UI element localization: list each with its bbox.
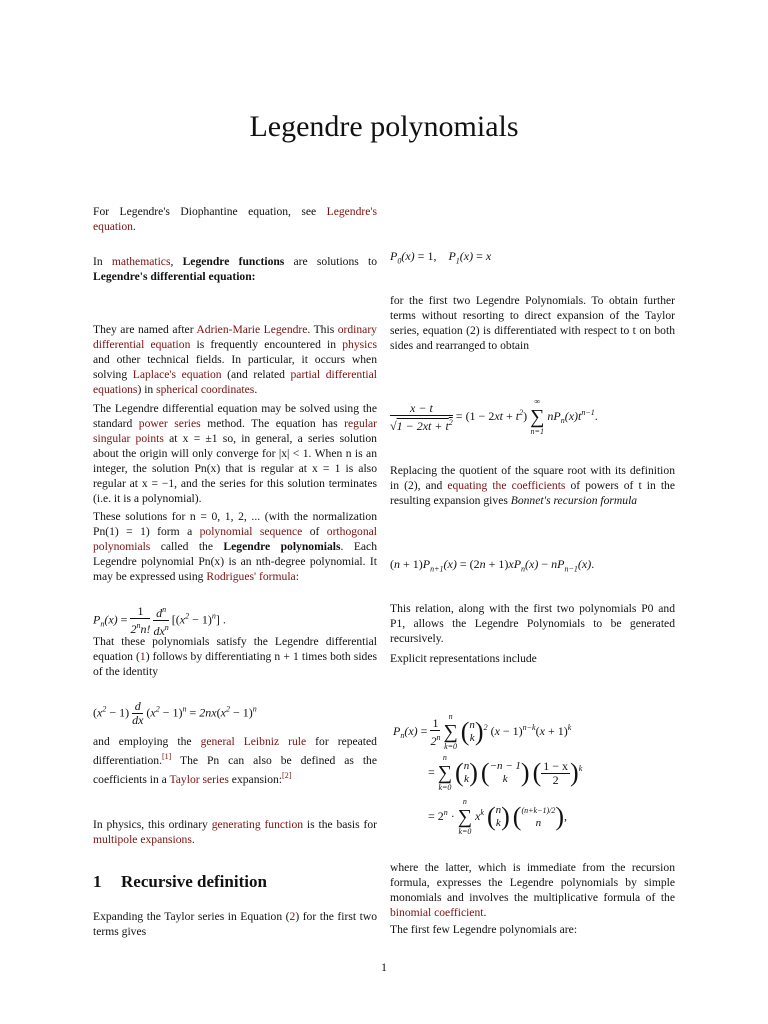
- leibniz-paragraph: and employing the general Leibniz rule for repeated differentiation.[1] The Pn can also be defined as the coefficients in a Taylor series expansion:[2]: [93, 735, 377, 786]
- intro-paragraph: In mathematics, Legendre functions are solutions to Legendre's differential equation:: [93, 255, 377, 283]
- page-title: Legendre polynomials: [249, 110, 519, 143]
- link-equating-the-coefficients[interactable]: equating the coefficients: [447, 479, 566, 492]
- explicit-formula-3: = $2^n$ · n ∑ k=0 $x^k$ ( n k ) ( (n+k−1)/2 n ),: [428, 797, 568, 836]
- link-mathematics[interactable]: mathematics: [111, 255, 171, 268]
- page-number: 1: [381, 960, 387, 974]
- physics-paragraph: In physics, this ordinary generating function is the basis for multipole expansions.: [93, 818, 378, 846]
- expanding-paragraph: Expanding the Taylor series in Equation (2) for the first two terms gives: [93, 910, 377, 938]
- link-regular-singular-points[interactable]: regular singular points: [93, 417, 377, 445]
- solutions-paragraph: These solutions for n = 0, 1, 2, ... (with the normalization Pn(1) = 1) form a polynomial sequence of orthogonal polynomials called the Legendre polynomials. Each Legendre polynomial Pn(x) is an nth-degree polynomial. It may be expressed using Rodrigues' formula:: [93, 510, 377, 583]
- link-binomial-coefficient[interactable]: binomial coefficient: [390, 906, 484, 919]
- link-generating-function[interactable]: generating function: [211, 818, 304, 831]
- link-equation-2[interactable]: 2: [289, 910, 296, 923]
- link-polynomial-sequence[interactable]: polynomial sequence: [199, 525, 303, 538]
- link-spherical-coordinates[interactable]: spherical coordinates: [156, 383, 255, 396]
- named-paragraph: They are named after Adrien-Marie Legendre. This ordinary differential equation is frequently encountered in physics and other technical fields. In particular, it occurs when solving Laplace's equation (and related partial differential equations) in spherical coordinates.: [93, 323, 377, 396]
- where-paragraph: where the latter, which is immediate from the recursion formula, expresses the Legendre polynomials by simple monomials and involves the multiplicative formula of the binomial coefficient.: [390, 861, 675, 919]
- rodrigues-formula: $P_n(x)$ = $\frac{1}{2^nn!}$ $\frac{d^n}{dx^n}$ $[(x^2 - 1)^n]$ .: [93, 604, 226, 638]
- link-general-leibniz-rule[interactable]: general Leibniz rule: [200, 735, 307, 748]
- link-multipole-expansions[interactable]: multipole expansions: [93, 833, 192, 846]
- link-legendres-equation[interactable]: Legendre's equation: [93, 205, 377, 233]
- section-heading: 1 Recursive definition: [93, 872, 267, 891]
- first-two-paragraph: for the first two Legendre Polynomials. To obtain further terms without resorting to direct expansion of the Taylor series, equation (2) is differentiated with respect to t on both sides and rearranged to obtain: [390, 294, 675, 352]
- ref-2[interactable]: [2]: [282, 770, 292, 780]
- relation-paragraph: This relation, along with the first two polynomials P0 and P1, allows the Legendre Polynomials to be generated recursively.: [390, 602, 675, 645]
- satisfy-paragraph: That these polynomials satisfy the Legendre differential equation (1) follows by differentiating n + 1 times both sides of the identity: [93, 635, 377, 678]
- hatnote: For Legendre's Diophantine equation, see Legendre's equation.: [93, 205, 377, 233]
- solve-paragraph: The Legendre differential equation may be solved using the standard power series method. The equation has regular singular points at x = ±1 so, in general, a series solution about the origin will only converge for |x| < 1. When n is an integer, the solution Pn(x) that is regular at x = 1 is also regular at x = −1, and the series for this solution terminates (i.e. it is a polynomial).: [93, 402, 377, 505]
- link-taylor-series[interactable]: Taylor series: [169, 772, 229, 786]
- replacing-paragraph: Replacing the quotient of the square root with its definition in (2), and equating the coefficients of powers of t in the resulting expansion gives Bonnet's recursion formula: [390, 464, 675, 507]
- identity-equation: $(x^2 - 1)$ $\frac{d}{dx}$ $(x^2 - 1)^n = 2nx(x^2 - 1)^n$: [93, 699, 257, 727]
- link-partial-differential-equations[interactable]: partial differential equations: [93, 368, 377, 396]
- link-laplaces-equation[interactable]: Laplace's equation: [132, 368, 222, 381]
- generating-derivative-equation: $\frac{x - t}{√1 - 2xt + t^2}$ = $(1 - 2xt + t^2)$ ∞ ∑ n=1 $nP_n(x)t^{n-1}$.: [390, 397, 598, 436]
- ref-1[interactable]: [1]: [162, 752, 172, 761]
- link-adrien-marie-legendre[interactable]: Adrien-Marie Legendre: [196, 323, 308, 336]
- link-physics[interactable]: physics: [342, 338, 377, 351]
- link-orthogonal-polynomials[interactable]: orthogonal polynomials: [93, 525, 377, 553]
- bonnet-recursion-formula: $(n + 1)P_{n+1}(x) = (2n + 1)xP_n(x) - nP_{n-1}(x)$.: [390, 557, 595, 574]
- link-ordinary-differential-equation[interactable]: ordinary differential equation: [93, 323, 377, 351]
- link-rodrigues-formula[interactable]: Rodrigues' formula: [206, 570, 296, 583]
- first-few-paragraph: The first few Legendre polynomials are:: [390, 923, 578, 936]
- explicit-paragraph: Explicit representations include: [390, 652, 537, 665]
- first-two-polynomials: $P_0(x) = 1$, $P_1(x) = x$: [390, 249, 492, 266]
- explicit-formula-2: = n ∑ k=0 ( n k ) ( −n − 1 k ) ( $\frac{1 - x}{2}$ )$^k$: [428, 753, 583, 792]
- link-power-series[interactable]: power series: [138, 417, 201, 430]
- explicit-formula-1: $P_n(x)$ = $\frac{1}{2^n}$ n ∑ k=0 ( n k )$^2$ $(x - 1)^{n-k}(x + 1)^k$: [393, 712, 572, 751]
- link-equation-1[interactable]: 1: [139, 650, 146, 663]
